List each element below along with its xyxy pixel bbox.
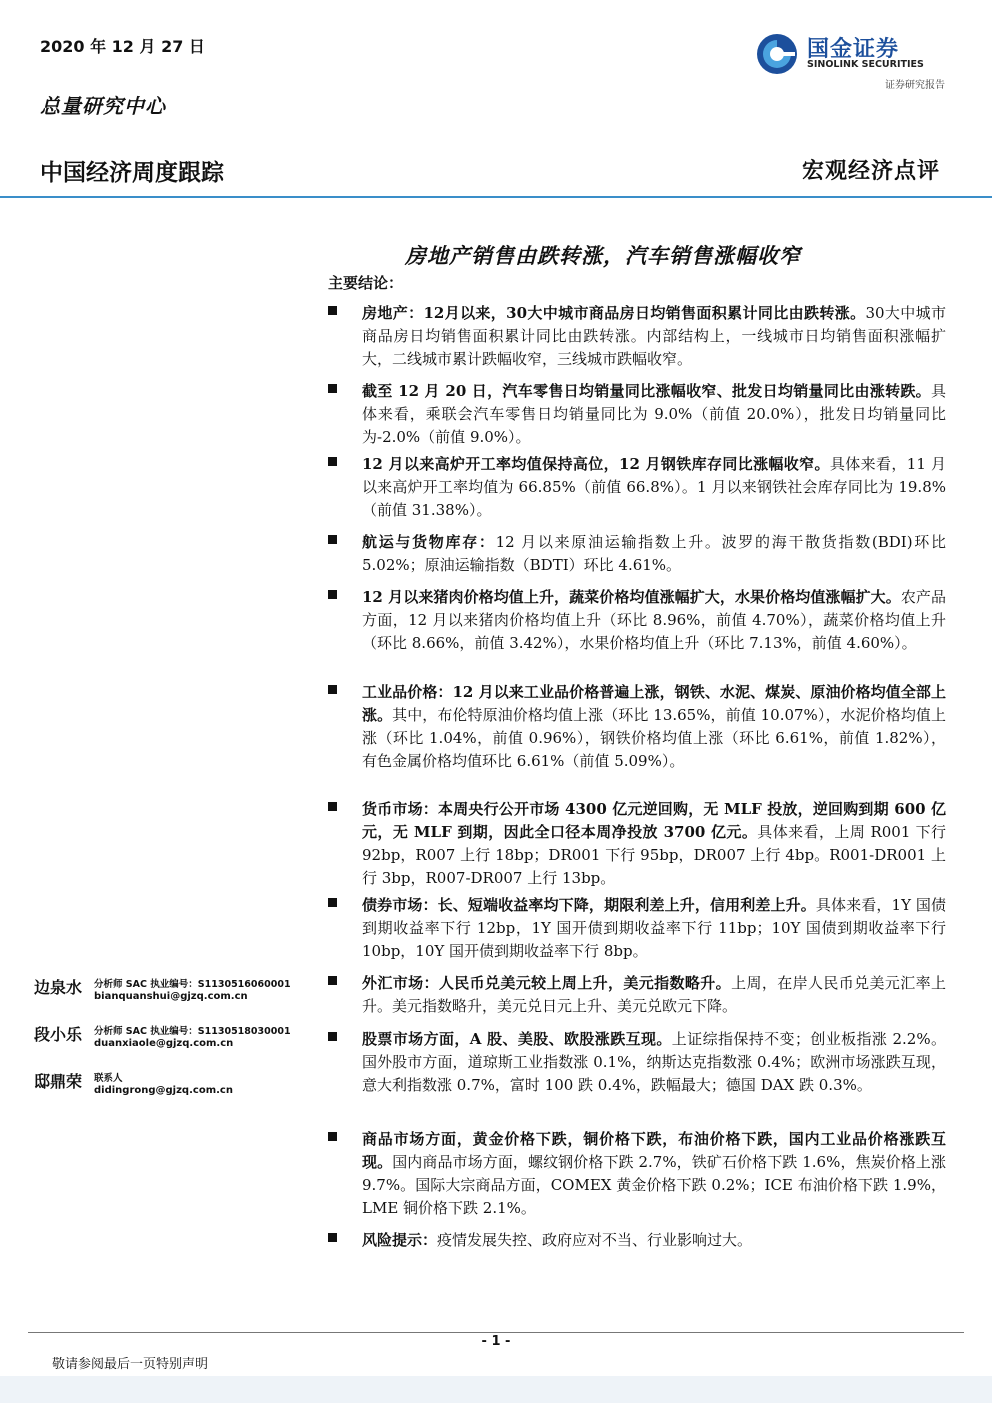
analyst-email: bianquanshui@gjzq.com.cn (94, 991, 248, 1002)
bullet-auto-sales (328, 380, 946, 449)
bullet-body: 30大中城市商品房日均销售面积累计同比由跌转涨。内部结构上，一线城市日均销售面积涨幅扩大，二线城市累计跌幅收窄，三线城市跌幅收窄。 (362, 304, 946, 368)
analyst-email: duanxiaole@gjzq.com.cn (94, 1038, 234, 1049)
analyst-name: 边泉水 (34, 978, 83, 997)
bullet-square-icon (328, 1233, 337, 1242)
bullet-bold: 12 月以来猪肉价格均值上升，蔬菜价格均值涨幅扩大，水果价格均值涨幅扩大。 (362, 588, 901, 606)
department-name: 总量研究中心 (40, 94, 166, 118)
bullet-body: 具体来看，上周 R001 下行 92bp，R007 上行 18bp；DR001 下行 95bp，DR007 上行 4bp。R001-DR001 上行 3bp，R007-DR007 上行 13bp。 (362, 823, 946, 887)
report-type: 宏观经济点评 (801, 158, 940, 184)
sinolink-logo-icon (755, 32, 799, 76)
bullet-stock-market (328, 1028, 946, 1097)
analyst-credential: 联系人 (94, 1073, 123, 1084)
analyst-name: 段小乐 (34, 1025, 83, 1044)
bullet-bold: 房地产：12月以来，30大中城市商品房日均销售面积累计同比由跌转涨。 (362, 304, 866, 322)
bullet-bold: 航运与货物库存： (362, 533, 496, 551)
bullet-shipping (328, 531, 946, 577)
bullet-square-icon (328, 590, 337, 599)
main-heading: 房地产销售由跌转涨，汽车销售涨幅收窄 (405, 243, 801, 268)
bullet-body: 12 月以来原油运输指数上升。波罗的海干散货指数(BDI)环比 5.02%；原油运输指数（BDTI）环比 4.61%。 (362, 533, 946, 574)
conclusion-label: 主要结论： (328, 274, 404, 292)
page-number: - 1 - (481, 1334, 511, 1349)
logo-subtitle: 证券研究报告 (885, 80, 945, 91)
bullet-square-icon (328, 802, 337, 811)
bullet-bold: 债券市场：长、短端收益率均下降，期限利差上升，信用利差上升。 (362, 896, 816, 914)
bullet-steel (328, 453, 946, 522)
bullet-body: 具体来看，1Y 国债到期收益率下行 12bp，1Y 国开债到期收益率下行 11bp；10Y 国债到期收益率下行 10bp，10Y 国开债到期收益率下行 8bp。 (362, 896, 946, 960)
analyst-credential: 分析师 SAC 执业编号：S1130516060001 (94, 979, 291, 990)
bullet-real-estate (328, 302, 946, 371)
bullet-square-icon (328, 457, 337, 466)
footer-bar (0, 1376, 992, 1403)
bullet-square-icon (328, 976, 337, 985)
bullet-bond-market (328, 894, 946, 963)
header-divider (0, 196, 992, 198)
disclaimer-note: 敬请参阅最后一页特别声明 (52, 1357, 209, 1372)
bullet-bold: 12 月以来高炉开工率均值保持高位，12 月钢铁库存同比涨幅收窄。 (362, 455, 830, 473)
bullet-body: 农产品方面，12 月以来猪肉价格均值上升（环比 8.96%，前值 4.70%），蔬菜价格均值上升（环比 8.66%，前值 3.42%），水果价格均值上升（环比 7.13%，前值 4.60%）。 (362, 588, 946, 652)
bullet-bold: 工业品价格：12 月以来工业品价格普遍上涨，钢铁、水泥、煤炭、原油价格均值全部上涨。 (362, 683, 946, 724)
bullet-bold: 外汇市场：人民币兑美元较上周上升，美元指数略升。 (362, 974, 732, 992)
bullet-bold: 风险提示： (362, 1231, 438, 1249)
bullet-body: 疫情发展失控、政府应对不当、行业影响过大。 (437, 1231, 753, 1249)
logo-chinese-name: 国金证券 (807, 37, 900, 62)
bullet-risk-warning (328, 1229, 946, 1252)
company-logo (755, 30, 955, 92)
analyst-credential: 分析师 SAC 执业编号：S1130518030001 (94, 1026, 291, 1037)
bullet-square-icon (328, 1132, 337, 1141)
bullet-body: 具体来看，乘联会汽车零售日均销量同比为 9.0%（前值 20.0%），批发日均销量同比为-2.0%（前值 9.0%）。 (362, 382, 946, 446)
bullet-body: 其中，布伦特原油价格均值上涨（环比 13.65%，前值 10.07%），水泥价格均值上涨（环比 1.04%，前值 0.96%），钢铁价格均值上涨（环比 6.61%，前值 1.82%），有色金属价格均值环比 6.61%（前值 5.09%）。 (362, 706, 946, 770)
bullet-agri-prices (328, 586, 946, 655)
bullet-body: 具体来看，11 月以来高炉开工率均值为 66.85%（前值 66.8%）。1 月以来钢铁社会库存同比为 19.8%（前值 31.38%）。 (362, 455, 946, 519)
bullet-bold: 商品市场方面，黄金价格下跌，铜价格下跌，布油价格下跌，国内工业品价格涨跌互现。 (362, 1130, 946, 1171)
analyst-name: 邸鼎荣 (34, 1072, 83, 1091)
bullet-fx-market (328, 972, 946, 1018)
bullet-square-icon (328, 535, 337, 544)
bullet-bold: 股票市场方面，A 股、美股、欧股涨跌互现。 (362, 1030, 672, 1048)
footer-divider (28, 1332, 964, 1333)
logo-english-name: SINOLINK SECURITIES (807, 59, 924, 70)
bullet-square-icon (328, 685, 337, 694)
bullet-bold: 货币市场：本周央行公开市场 4300 亿元逆回购，无 MLF 投放，逆回购到期 600 亿元，无 MLF 到期，因此全口径本周净投放 3700 亿元。 (362, 800, 946, 841)
bullet-body: 上证综指保持不变；创业板指涨 2.2%。国外股市方面，道琼斯工业指数涨 0.1%，纳斯达克指数涨 0.4%；欧洲市场涨跌互现，意大利指数涨 0.7%，富时 100 跌 0.4%，跌幅最大；德国 DAX 跌 0.3%。 (362, 1030, 946, 1094)
bullet-square-icon (328, 306, 337, 315)
bullet-square-icon (328, 1032, 337, 1041)
bullet-square-icon (328, 898, 337, 907)
bullet-bold: 截至 12 月 20 日，汽车零售日均销量同比涨幅收窄、批发日均销量同比由涨转跌。 (362, 382, 931, 400)
bullet-commodity-market (328, 1128, 946, 1220)
bullet-square-icon (328, 384, 337, 393)
analyst-email: didingrong@gjzq.com.cn (94, 1085, 233, 1096)
report-title: 中国经济周度跟踪 (40, 160, 224, 186)
bullet-industrial-prices (328, 681, 946, 773)
bullet-body: 上周，在岸人民币兑美元汇率上升。美元指数略升，美元兑日元上升、美元兑欧元下降。 (362, 974, 946, 1015)
report-date: 2020 年 12 月 27 日 (40, 37, 205, 56)
bullet-body: 国内商品市场方面，螺纹钢价格下跌 2.7%，铁矿石价格下跌 1.6%，焦炭价格上涨 9.7%。国际大宗商品方面，COMEX 黄金价格下跌 0.2%；ICE 布油价格下跌 1.9%，LME 铜价格下跌 2.1%。 (362, 1153, 946, 1217)
bullet-money-market (328, 798, 946, 890)
